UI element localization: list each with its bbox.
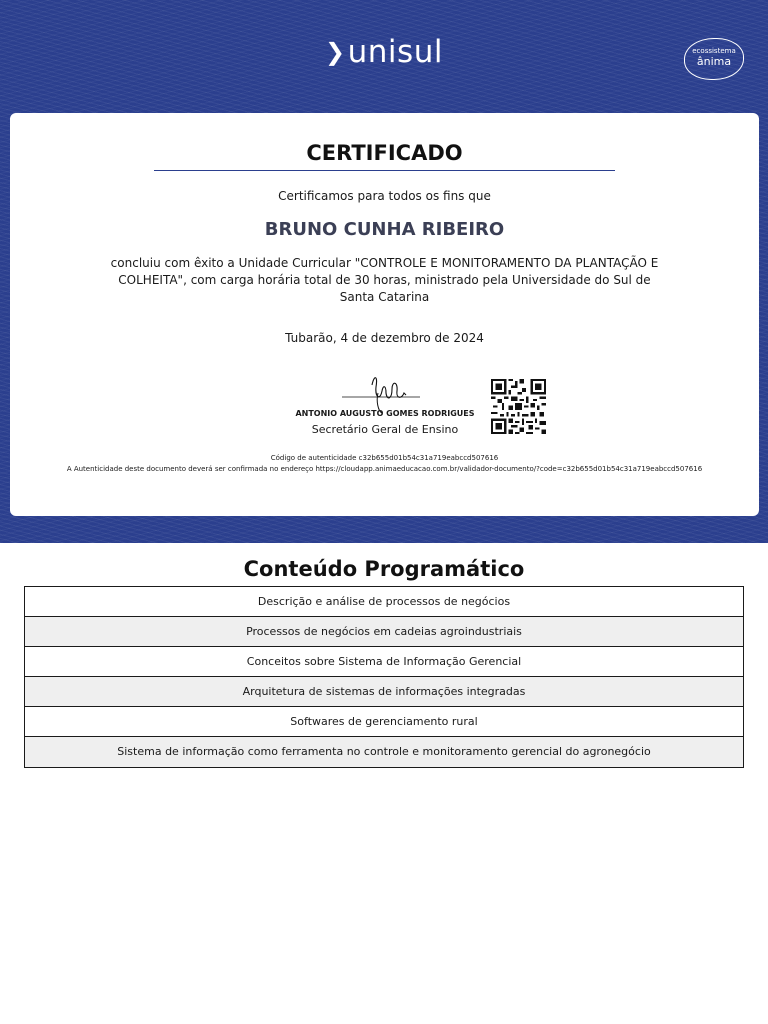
partner-line2: ânima [696,55,732,68]
program-row: Sistema de informação como ferramenta no controle e monitoramento gerencial do agronegócio [25,737,743,767]
program-row: Arquitetura de sistemas de informações integradas [25,677,743,707]
chevron-logo-icon: ❯ [325,38,346,66]
program-row: Softwares de gerenciamento rural [25,707,743,737]
signatory-name: ANTONIO AUGUSTO GOMES RODRIGUES [295,409,475,418]
program-title: Conteúdo Programático [243,557,525,581]
program-row: Conceitos sobre Sistema de Informação Gerencial [25,647,743,677]
unisul-logo [0,34,768,70]
title-divider [154,170,615,171]
partner-line1: ecossistema [692,47,736,55]
authenticity-notice: A Autenticidade deste documento deverá ser confirmada no endereço https://cloudapp.animaeducacao.com.br/validador-documento/?code=c32b655d01b54c31a719eabccd507616 [66,465,703,473]
anima-ecosystem-logo [684,38,744,80]
program-row: Descrição e análise de processos de negócios [25,587,743,617]
program-table [24,586,744,768]
signatory-role: Secretário Geral de Ensino [311,423,459,436]
program-row: Processos de negócios em cadeias agroindustriais [25,617,743,647]
qr-code-icon [491,379,546,434]
certificate-card [10,113,759,516]
certificate-title: CERTIFICADO [306,141,463,165]
authenticity-code: Código de autenticidade c32b655d01b54c31a719eabccd507616 [270,454,499,462]
certificate-intro: Certificamos para todos os fins que [278,189,491,203]
recipient-name: BRUNO CUNHA RIBEIRO [264,219,505,240]
certificate-body: concluiu com êxito a Unidade Curricular "CONTROLE E MONITORAMENTO DA PLANTAÇÃO E COLHEITA", com carga horária total de 30 horas, ministrado pela Universidade do Sul de Santa Catarina [110,256,659,304]
place-date: Tubarão, 4 de dezembro de 2024 [285,331,484,345]
logo-text: unisul [347,34,443,70]
